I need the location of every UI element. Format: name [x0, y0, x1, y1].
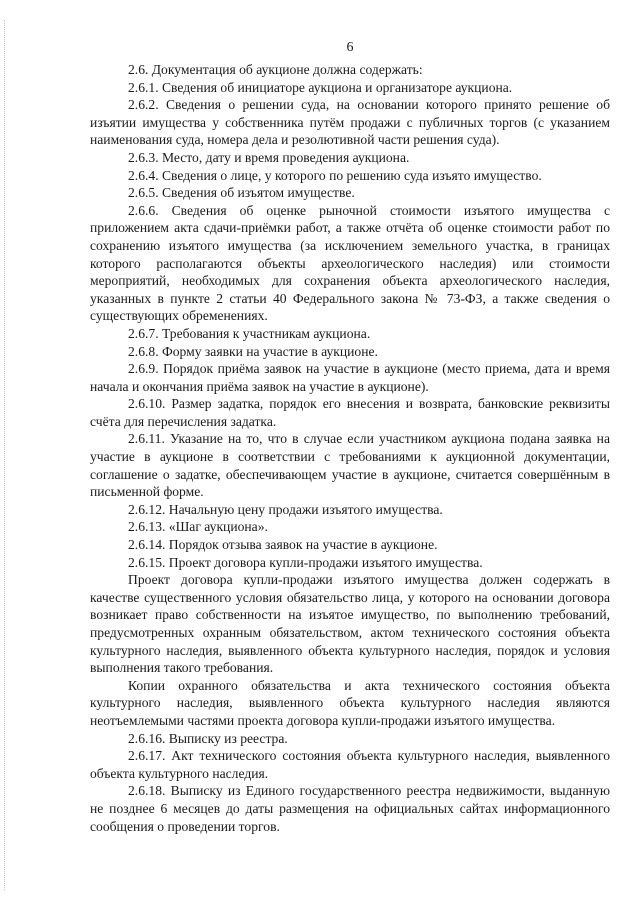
paragraph-2-6-6: 2.6.6. Сведения об оценке рыночной стоимости изъятого имущества с приложением акта сдачи-приёмки работ, а также отчёта об оценке стоимости работ по сохранению изъятого имущества (за исключением земельного участка, в границах которого располагаются объекты археологического наследия) или стоимости мероприятий, необходимых для сохранения объекта археологического наследия, указанных в пункте 2 статьи 40 Федерального закона № 73-ФЗ, а также сведения о существующих обременениях.: [90, 202, 610, 324]
paragraph-2-6-5: 2.6.5. Сведения об изъятом имуществе.: [128, 185, 355, 201]
paragraph-2-6-11: 2.6.11. Указание на то, что в случае если участником аукциона подана заявка на участие в аукционе в соответствии с требованиями к аукционной документации, соглашение о задатке, обеспечивающем участие в аукционе, считается совершённым в письменной форме.: [90, 431, 610, 500]
page-number: 6: [346, 40, 354, 55]
paragraph-2-6-3: 2.6.3. Место, дату и время проведения аукциона.: [128, 149, 410, 165]
paragraph-2-6-1: 2.6.1. Сведения об инициаторе аукциона и организаторе аукциона.: [128, 79, 513, 95]
paragraph-2-6-9: 2.6.9. Порядок приёма заявок на участие в аукционе (место приема, дата и время начала и окончания приёма заявок на участие в аукционе).: [90, 361, 610, 394]
binding-margin-marks: [4, 20, 11, 890]
paragraph-2-6-13: 2.6.13. «Шаг аукциона».: [128, 519, 268, 535]
paragraph-2-6-17: 2.6.17. Акт технического состояния объекта культурного наследия, выявленного объекта культурного наследия.: [90, 748, 610, 781]
paragraph-2-6: 2.6. Документация об аукционе должна содержать:: [128, 62, 423, 77]
paragraph-2-6-8: 2.6.8. Форму заявки на участие в аукционе.: [128, 343, 378, 359]
paragraph-2-6-4: 2.6.4. Сведения о лице, у которого по решению суда изъято имущество.: [128, 167, 542, 183]
paragraph-2-6-10: 2.6.10. Размер задатка, порядок его внесения и возврата, банковские реквизиты счёта для перечисления задатка.: [90, 396, 610, 429]
paragraph-2-6-7: 2.6.7. Требования к участникам аукциона.: [128, 325, 371, 341]
paragraph-2-6-2: 2.6.2. Сведения о решении суда, на основании которого принято решение об изъятии имущества у собственника путём продажи с публичных торгов (с указанием наименования суда, номера дела и резолютивной части решения суда).: [90, 97, 610, 148]
paragraph-2-6-14: 2.6.14. Порядок отзыва заявок на участие в аукционе.: [128, 537, 438, 553]
paragraph-2-6-15: 2.6.15. Проект договора купли-продажи изъятого имущества.: [128, 554, 483, 570]
paragraph-2-6-12: 2.6.12. Начальную цену продажи изъятого имущества.: [128, 501, 443, 517]
paragraph-2-6-18: 2.6.18. Выписку из Единого государственного реестра недвижимости, выданную не позднее 6 месяцев до даты размещения на официальных сайтах информационного сообщения о проведении торгов.: [90, 783, 610, 834]
paragraph-copies: Копии охранного обязательства и акта технического состояния объекта культурного наследия, выявленного объекта культурного наследия являются неотъемлемыми частями проекта договора купли-продажи изъятого имущества.: [90, 677, 610, 728]
document-body: [90, 61, 610, 835]
paragraph-2-6-16: 2.6.16. Выписку из реестра.: [128, 730, 288, 746]
paragraph-contract-draft: Проект договора купли-продажи изъятого имущества должен содержать в качестве существенного условия обязательство лица, у которого на основании договора возникает право собственности на изъятое имущество, по выполнению требований, предусмотренных охранным обязательством, актом технического состояния объекта культурного наследия, выявленного объекта культурного наследия, порядок и условия выполнения такого требования.: [90, 572, 610, 676]
